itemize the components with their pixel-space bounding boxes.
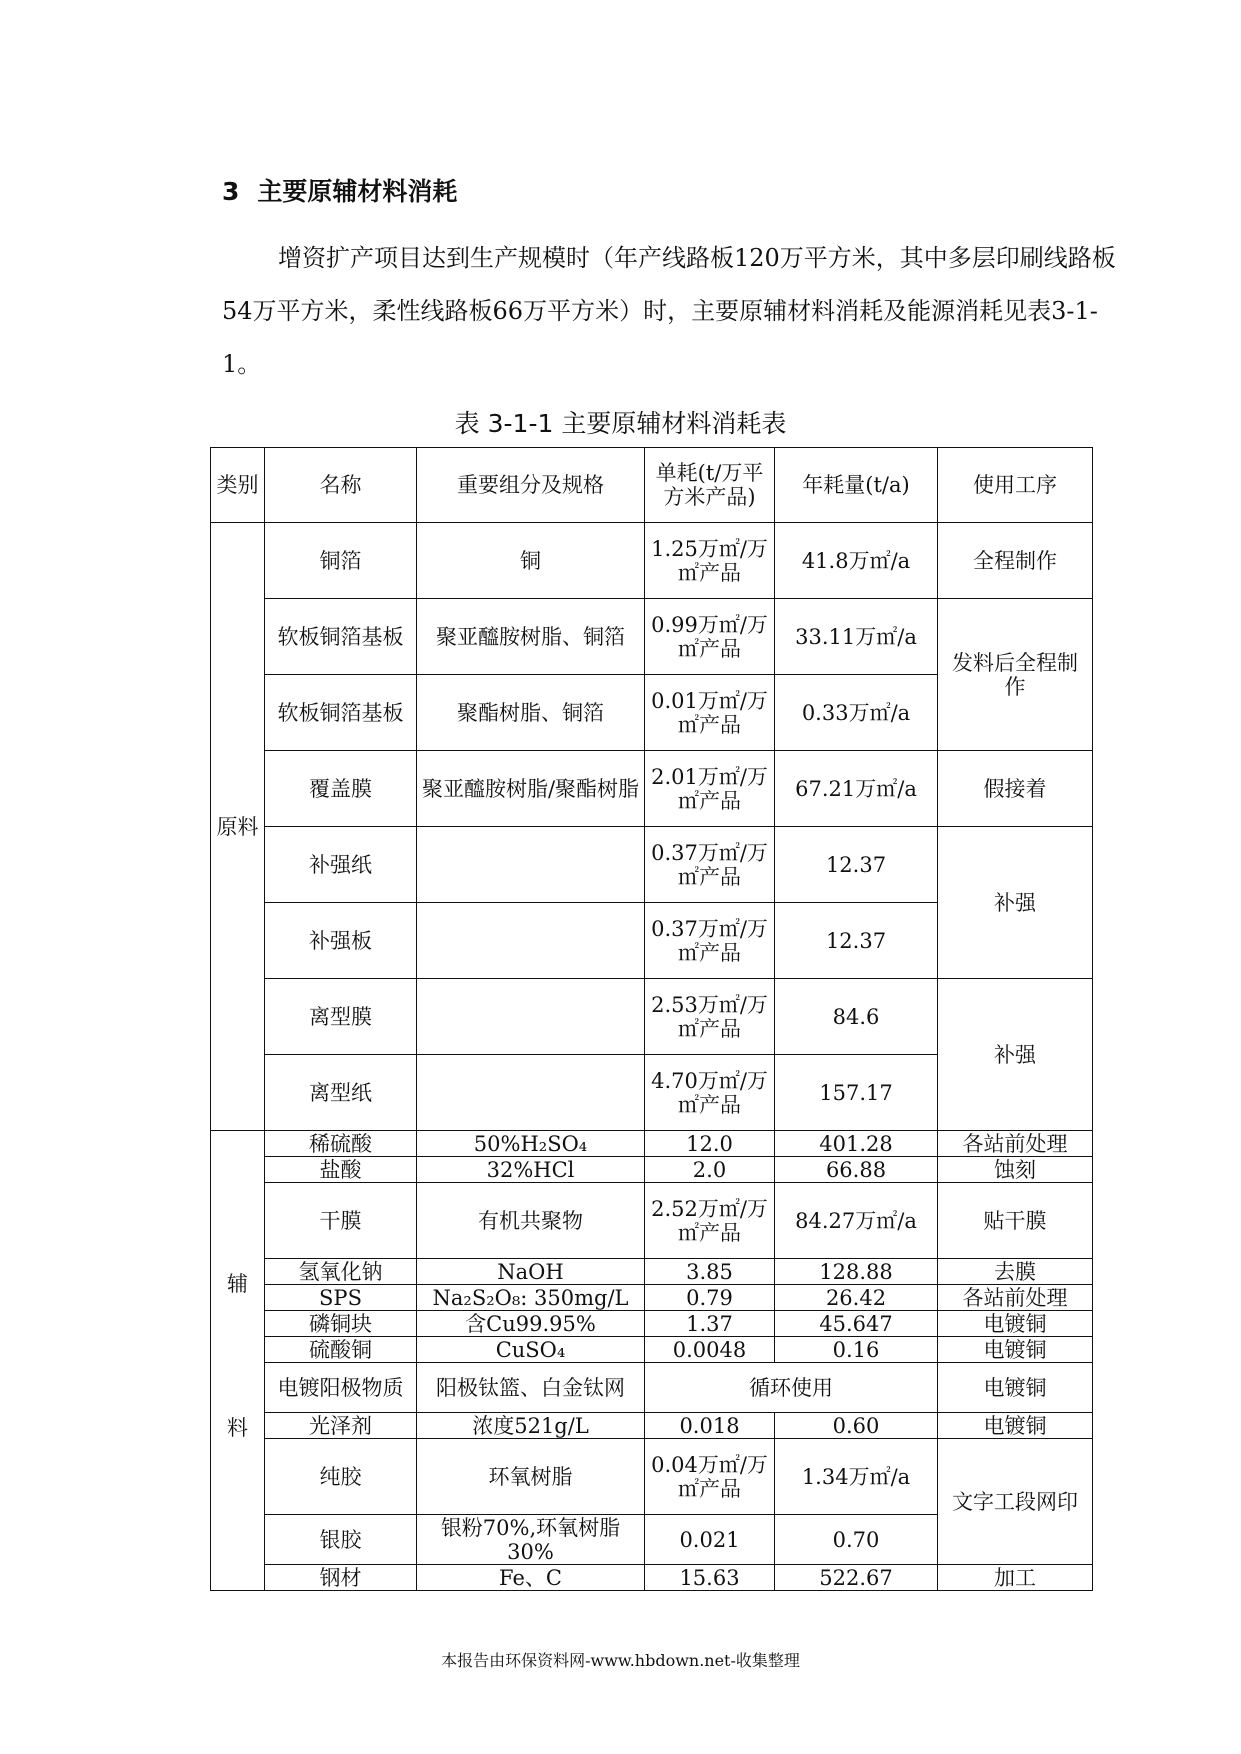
table-row bbox=[211, 1311, 1093, 1337]
table-row bbox=[211, 1131, 1093, 1157]
section-number: 3 bbox=[222, 177, 240, 206]
cell-unit: 2.01万㎡/万㎡产品 bbox=[645, 751, 775, 827]
cell-unit: 0.0048 bbox=[645, 1337, 775, 1363]
cell-spec: 聚亚醯胺树脂/聚酯树脂 bbox=[417, 751, 645, 827]
cell-process: 电镀铜 bbox=[938, 1311, 1093, 1337]
cell-name: 离型膜 bbox=[265, 979, 417, 1055]
cell-name: 电镀阳极物质 bbox=[265, 1363, 417, 1413]
cell-name: 补强纸 bbox=[265, 827, 417, 903]
cell-spec: 银粉70%,环氧树脂30% bbox=[417, 1515, 645, 1565]
cell-process: 各站前处理 bbox=[938, 1285, 1093, 1311]
cell-spec: 聚亚醯胺树脂、铜箔 bbox=[417, 599, 645, 675]
cell-spec bbox=[417, 979, 645, 1055]
cell-spec: 有机共聚物 bbox=[417, 1183, 645, 1259]
cell-process: 电镀铜 bbox=[938, 1337, 1093, 1363]
section-heading bbox=[222, 172, 457, 208]
cell-process: 补强 bbox=[938, 827, 1093, 979]
cell-annual: 157.17 bbox=[775, 1055, 938, 1131]
cell-name: 离型纸 bbox=[265, 1055, 417, 1131]
cell-annual: 26.42 bbox=[775, 1285, 938, 1311]
cell-unit: 循环使用 bbox=[645, 1363, 938, 1413]
cell-unit: 0.37万㎡/万㎡产品 bbox=[645, 903, 775, 979]
table-row bbox=[211, 751, 1093, 827]
cell-annual: 67.21万㎡/a bbox=[775, 751, 938, 827]
header-category: 类别 bbox=[211, 448, 265, 523]
cell-annual: 12.37 bbox=[775, 827, 938, 903]
cell-unit: 1.37 bbox=[645, 1311, 775, 1337]
table-row bbox=[211, 979, 1093, 1055]
table-row bbox=[211, 827, 1093, 903]
table-row bbox=[211, 1413, 1093, 1439]
cell-name: 盐酸 bbox=[265, 1157, 417, 1183]
cell-annual: 0.16 bbox=[775, 1337, 938, 1363]
cell-process: 假接着 bbox=[938, 751, 1093, 827]
cell-annual: 401.28 bbox=[775, 1131, 938, 1157]
table-caption: 表 3-1-1 主要原辅材料消耗表 bbox=[454, 409, 787, 438]
cell-unit: 0.018 bbox=[645, 1413, 775, 1439]
body-paragraph: 增资扩产项目达到生产规模时（年产线路板120万平方米，其中多层印刷线路板54万平方米，柔性线路板66万平方米）时，主要原辅材料消耗及能源消耗见表3-1-1。 bbox=[222, 244, 1116, 378]
category-aux-top: 辅 bbox=[227, 1271, 248, 1296]
cell-spec: Fe、C bbox=[417, 1565, 645, 1591]
materials-table bbox=[210, 447, 1093, 1591]
category-aux-bottom: 料 bbox=[227, 1415, 248, 1440]
category-aux bbox=[211, 1131, 265, 1591]
cell-unit: 4.70万㎡/万㎡产品 bbox=[645, 1055, 775, 1131]
section-title: 主要原辅材料消耗 bbox=[257, 177, 458, 206]
cell-annual: 128.88 bbox=[775, 1259, 938, 1285]
table-row bbox=[211, 1337, 1093, 1363]
cell-name: SPS bbox=[265, 1285, 417, 1311]
cell-annual: 66.88 bbox=[775, 1157, 938, 1183]
cell-name: 软板铜箔基板 bbox=[265, 675, 417, 751]
cell-annual: 12.37 bbox=[775, 903, 938, 979]
cell-annual: 0.33万㎡/a bbox=[775, 675, 938, 751]
cell-unit: 0.37万㎡/万㎡产品 bbox=[645, 827, 775, 903]
page-footer: 本报告由环保资料网-www.hbdown.net-收集整理 bbox=[441, 1651, 800, 1670]
cell-spec: 聚酯树脂、铜箔 bbox=[417, 675, 645, 751]
cell-name: 补强板 bbox=[265, 903, 417, 979]
header-unit: 单耗(t/万平方米产品) bbox=[645, 448, 775, 523]
category-raw: 原料 bbox=[211, 523, 265, 1131]
cell-spec: Na₂S₂O₈: 350mg/L bbox=[417, 1285, 645, 1311]
cell-annual: 41.8万㎡/a bbox=[775, 523, 938, 599]
cell-spec: NaOH bbox=[417, 1259, 645, 1285]
table-row bbox=[211, 1259, 1093, 1285]
cell-process: 补强 bbox=[938, 979, 1093, 1131]
cell-unit: 15.63 bbox=[645, 1565, 775, 1591]
cell-name: 光泽剂 bbox=[265, 1413, 417, 1439]
table-row bbox=[211, 599, 1093, 675]
cell-spec: 阳极钛篮、白金钛网 bbox=[417, 1363, 645, 1413]
cell-annual: 522.67 bbox=[775, 1565, 938, 1591]
cell-process: 各站前处理 bbox=[938, 1131, 1093, 1157]
cell-annual: 45.647 bbox=[775, 1311, 938, 1337]
cell-unit: 0.021 bbox=[645, 1515, 775, 1565]
cell-name: 软板铜箔基板 bbox=[265, 599, 417, 675]
cell-spec bbox=[417, 903, 645, 979]
table-row bbox=[211, 1439, 1093, 1515]
cell-name: 干膜 bbox=[265, 1183, 417, 1259]
table-row bbox=[211, 523, 1093, 599]
cell-spec: 32%HCl bbox=[417, 1157, 645, 1183]
cell-spec: 浓度521g/L bbox=[417, 1413, 645, 1439]
cell-unit: 2.53万㎡/万㎡产品 bbox=[645, 979, 775, 1055]
cell-unit: 3.85 bbox=[645, 1259, 775, 1285]
cell-unit: 0.99万㎡/万㎡产品 bbox=[645, 599, 775, 675]
header-annual: 年耗量(t/a) bbox=[775, 448, 938, 523]
cell-annual: 0.70 bbox=[775, 1515, 938, 1565]
cell-process: 蚀刻 bbox=[938, 1157, 1093, 1183]
cell-process: 电镀铜 bbox=[938, 1363, 1093, 1413]
cell-name: 硫酸铜 bbox=[265, 1337, 417, 1363]
table-row bbox=[211, 1285, 1093, 1311]
cell-annual: 0.60 bbox=[775, 1413, 938, 1439]
cell-name: 铜箔 bbox=[265, 523, 417, 599]
cell-annual: 33.11万㎡/a bbox=[775, 599, 938, 675]
header-spec: 重要组分及规格 bbox=[417, 448, 645, 523]
cell-unit: 0.04万㎡/万㎡产品 bbox=[645, 1439, 775, 1515]
table-header-row bbox=[211, 448, 1093, 523]
cell-process: 全程制作 bbox=[938, 523, 1093, 599]
cell-spec: 含Cu99.95% bbox=[417, 1311, 645, 1337]
cell-annual: 84.27万㎡/a bbox=[775, 1183, 938, 1259]
cell-name: 钢材 bbox=[265, 1565, 417, 1591]
cell-name: 覆盖膜 bbox=[265, 751, 417, 827]
cell-process: 加工 bbox=[938, 1565, 1093, 1591]
cell-process: 贴干膜 bbox=[938, 1183, 1093, 1259]
cell-name: 氢氧化钠 bbox=[265, 1259, 417, 1285]
cell-process: 去膜 bbox=[938, 1259, 1093, 1285]
cell-spec bbox=[417, 827, 645, 903]
cell-unit: 0.01万㎡/万㎡产品 bbox=[645, 675, 775, 751]
cell-spec: 铜 bbox=[417, 523, 645, 599]
cell-unit: 2.0 bbox=[645, 1157, 775, 1183]
cell-spec: CuSO₄ bbox=[417, 1337, 645, 1363]
cell-process: 发料后全程制作 bbox=[938, 599, 1093, 751]
cell-process: 文字工段网印 bbox=[938, 1439, 1093, 1565]
cell-annual: 84.6 bbox=[775, 979, 938, 1055]
cell-unit: 12.0 bbox=[645, 1131, 775, 1157]
header-name: 名称 bbox=[265, 448, 417, 523]
cell-name: 磷铜块 bbox=[265, 1311, 417, 1337]
header-process: 使用工序 bbox=[938, 448, 1093, 523]
cell-process: 电镀铜 bbox=[938, 1413, 1093, 1439]
cell-unit: 1.25万㎡/万㎡产品 bbox=[645, 523, 775, 599]
cell-unit: 2.52万㎡/万㎡产品 bbox=[645, 1183, 775, 1259]
cell-name: 纯胶 bbox=[265, 1439, 417, 1515]
table-row bbox=[211, 1183, 1093, 1259]
cell-spec bbox=[417, 1055, 645, 1131]
cell-name: 银胶 bbox=[265, 1515, 417, 1565]
table-row bbox=[211, 1565, 1093, 1591]
cell-spec: 50%H₂SO₄ bbox=[417, 1131, 645, 1157]
cell-spec: 环氧树脂 bbox=[417, 1439, 645, 1515]
cell-unit: 0.79 bbox=[645, 1285, 775, 1311]
table-row bbox=[211, 1157, 1093, 1183]
cell-name: 稀硫酸 bbox=[265, 1131, 417, 1157]
table-row bbox=[211, 1363, 1093, 1413]
cell-annual: 1.34万㎡/a bbox=[775, 1439, 938, 1515]
